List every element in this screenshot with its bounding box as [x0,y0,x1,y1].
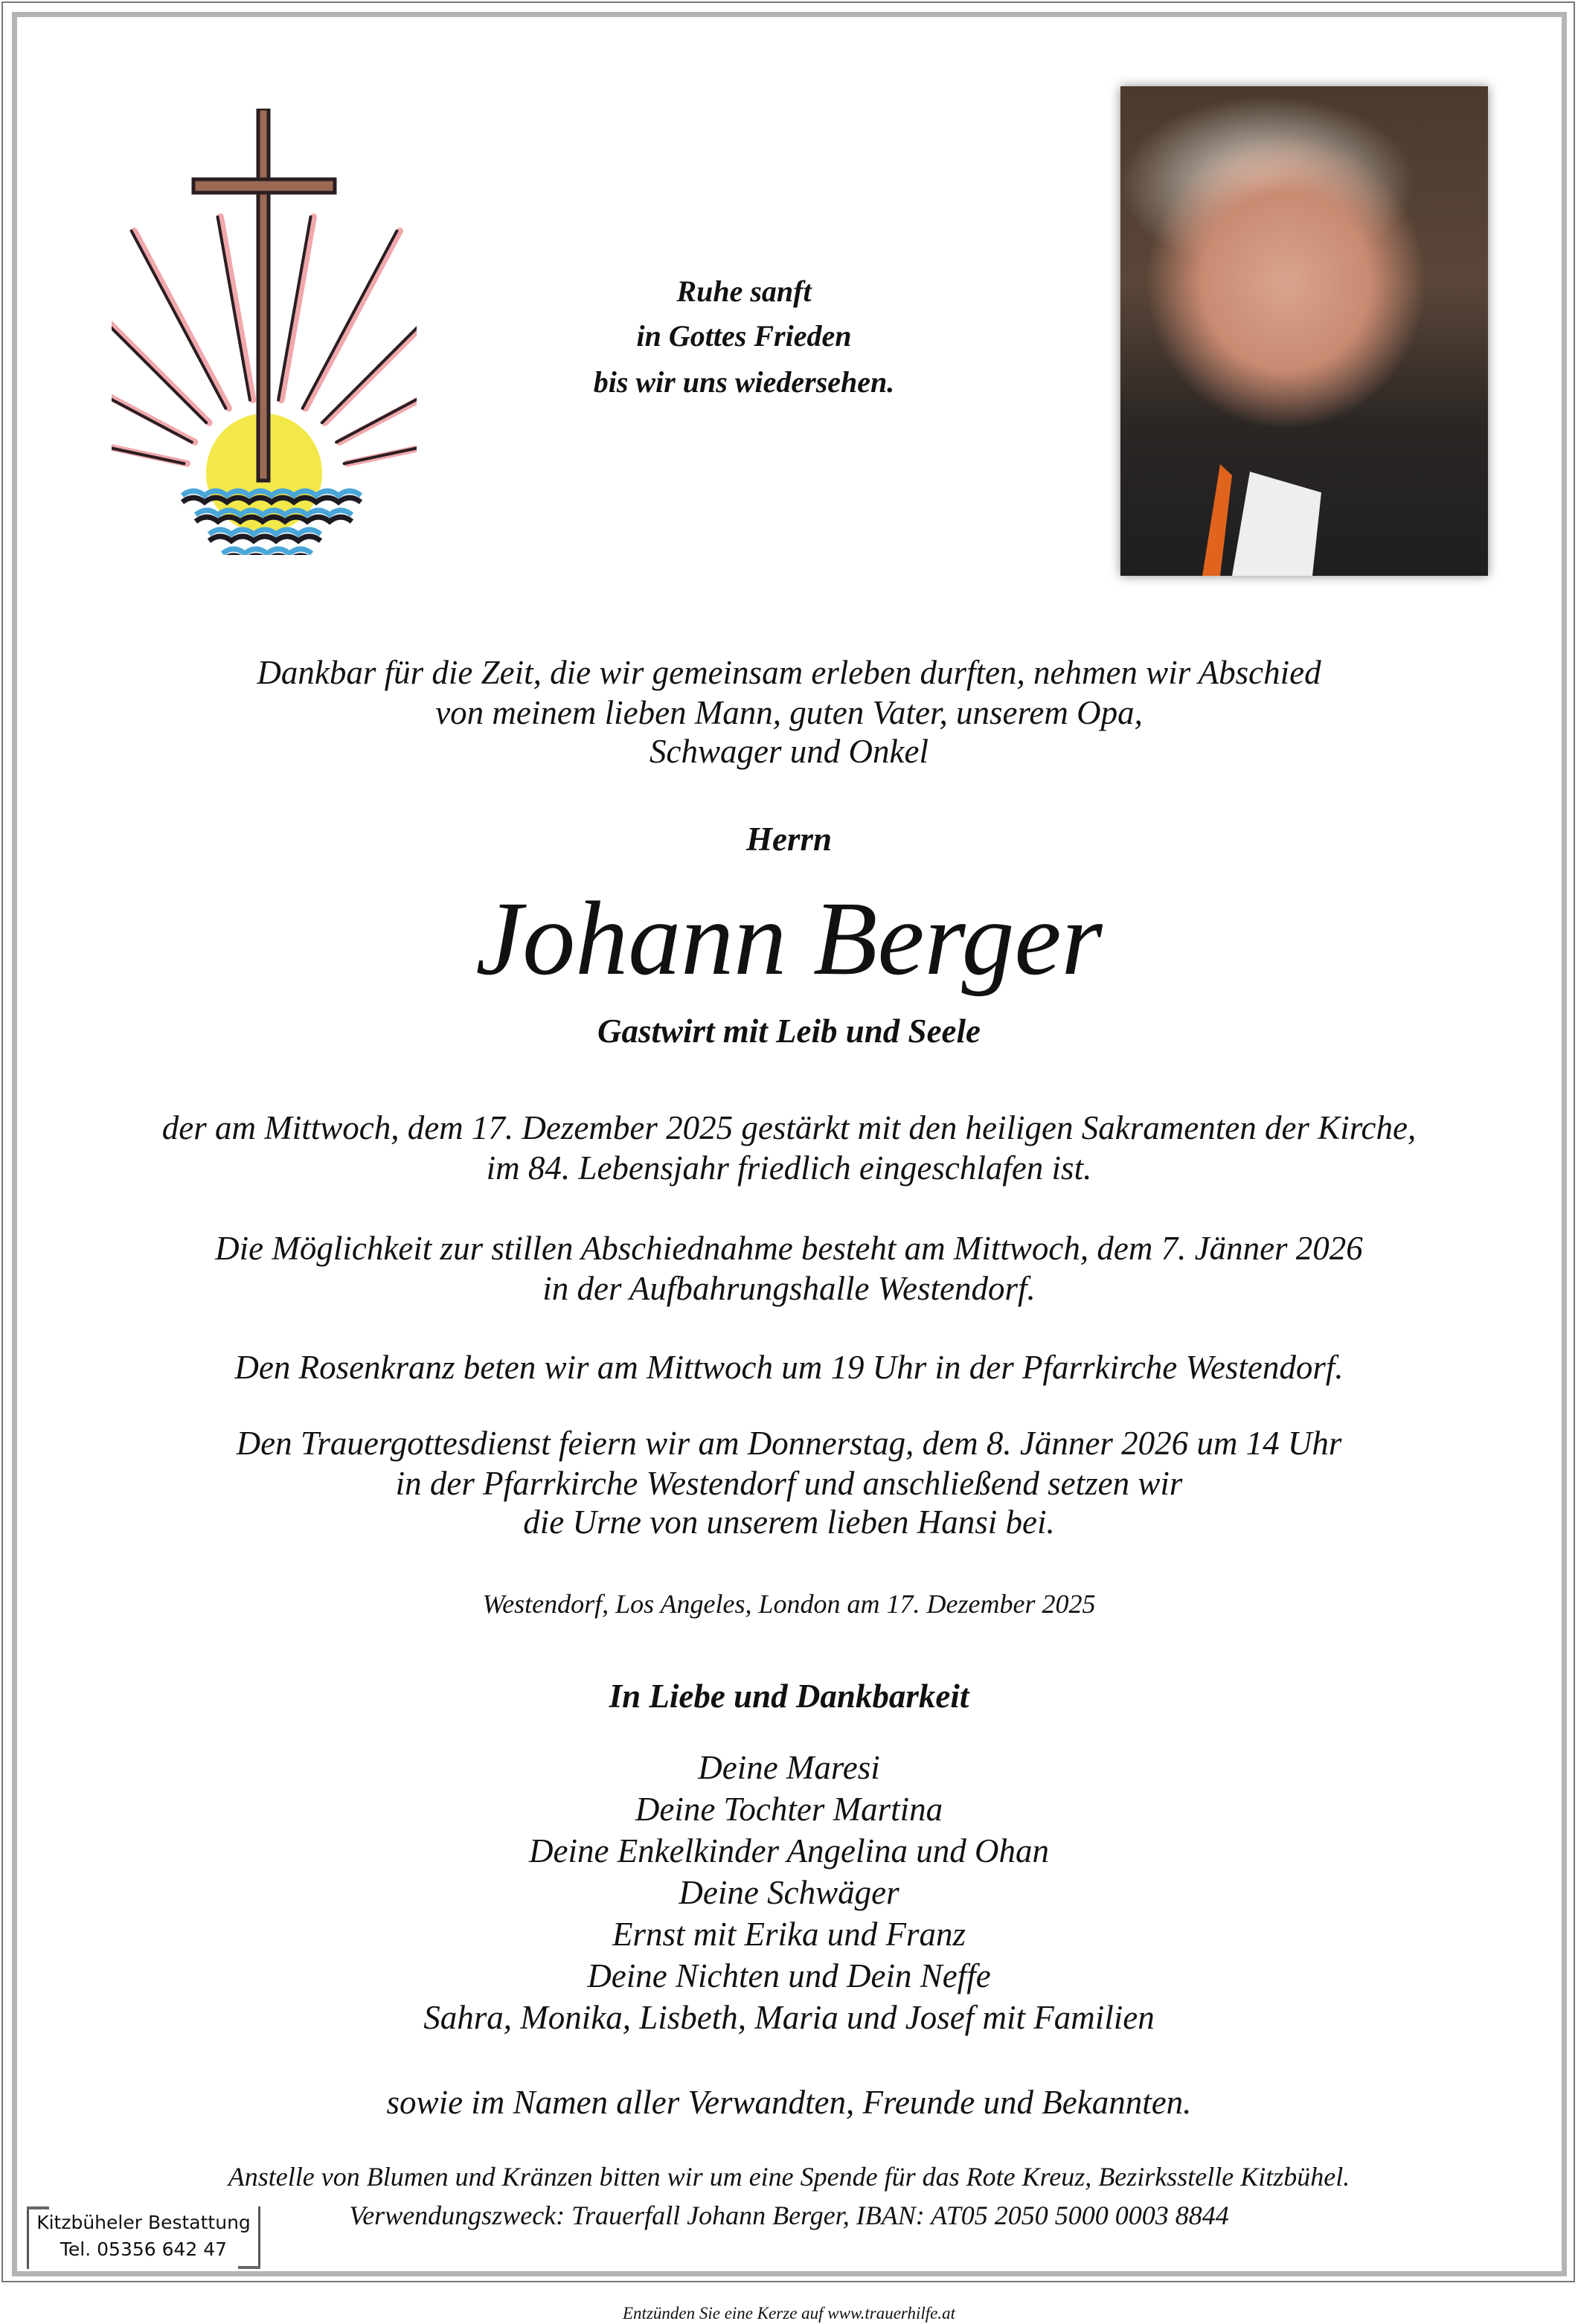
sun-ray [135,231,229,408]
water-wave [209,536,321,541]
mourner-line: Deine Enkelkinder Angelina und Ohan [529,1832,1049,1869]
sun-ray [325,286,417,423]
service-line: in der Pfarrkirche Westendorf und anschließend setzen wir [395,1465,1183,1502]
water-wave [222,549,312,553]
sun-ray [217,216,249,399]
photo-detail [1202,464,1232,576]
mourner-line: Deine Schwäger [679,1874,899,1911]
sun-ray [303,231,397,408]
photo-detail [1232,472,1321,576]
mourner-line: Ernst mit Erika und Franz [612,1916,966,1953]
place-date: Westendorf, Los Angeles, London am 17. Dezember 2025 [482,1589,1096,1619]
intro-line: Schwager und Onkel [650,733,928,770]
salutation: Herrn [745,821,833,858]
closing-heading: In Liebe und Dankbarkeit [609,1678,969,1715]
intro-line: Dankbar für die Zeit, die wir gemeinsam erleben durften, nehmen wir Abschied [257,654,1321,691]
footer-link-text[interactable]: Entzünden Sie eine Kerze auf www.trauerhilfe.at [623,2304,955,2323]
motto-line: in Gottes Frieden [636,319,852,353]
donation-line: Anstelle von Blumen und Kränzen bitten wir um eine Spende für das Rote Kreuz, Bezirksstelle Kitzbühel. [228,2162,1350,2192]
deceased-name: Johann Berger [475,879,1103,997]
viewing-line: in der Aufbahrungshalle Westendorf. [542,1270,1036,1307]
sun-ray [132,231,226,408]
sun-ray [278,216,310,399]
undertaker-stamp [27,2206,260,2269]
intro-line: von meinem lieben Mann, guten Vater, unserem Opa, [435,694,1143,731]
service-line: die Urne von unserem lieben Hansi bei. [523,1503,1055,1541]
sun-ray [281,216,313,399]
mourner-line: Deine Tochter Martina [635,1791,943,1828]
subtitle: Gastwirt mit Leib und Seele [597,1012,981,1050]
portrait-photo [1120,86,1488,576]
relatives-line: sowie im Namen aller Verwandten, Freunde und Bekannten. [386,2084,1192,2121]
service-line: Den Trauergottesdienst feiern wir am Donnerstag, dem 8. Jänner 2026 um 14 Uhr [236,1425,1342,1462]
donation-line: Verwendungszweck: Trauerfall Johann Berger, IBAN: AT05 2050 5000 0003 8844 [349,2201,1229,2230]
rosary-line: Den Rosenkranz beten wir am Mittwoch um 19 Uhr in der Pfarrkirche Westendorf. [234,1349,1344,1386]
mourner-line: Deine Maresi [698,1749,880,1786]
sun-ray [336,369,417,443]
death-line: im 84. Lebensjahr friedlich eingeschlafen ist. [486,1149,1092,1187]
mourner-line: Sahra, Monika, Lisbeth, Maria und Josef mit Familien [423,1999,1155,2036]
viewing-line: Die Möglichkeit zur stillen Abschiednahme besteht am Mittwoch, dem 7. Jänner 2026 [215,1230,1363,1267]
motto-line: bis wir uns wiedersehen. [593,365,895,399]
mourner-line: Deine Nichten und Dein Neffe [587,1957,991,1994]
sun-ray [220,216,252,399]
sun-ray [306,231,400,408]
death-line: der am Mittwoch, dem 17. Dezember 2025 gestärkt mit den heiligen Sakramenten der Kirche, [161,1109,1417,1146]
undertaker-phone: Tel. 05356 642 47 [60,2238,228,2260]
undertaker-name: Kitzbüheler Bestattung [36,2212,251,2233]
cross-sunrise-icon [112,109,417,555]
water-wave [209,530,321,534]
motto-line: Ruhe sanft [676,275,812,308]
